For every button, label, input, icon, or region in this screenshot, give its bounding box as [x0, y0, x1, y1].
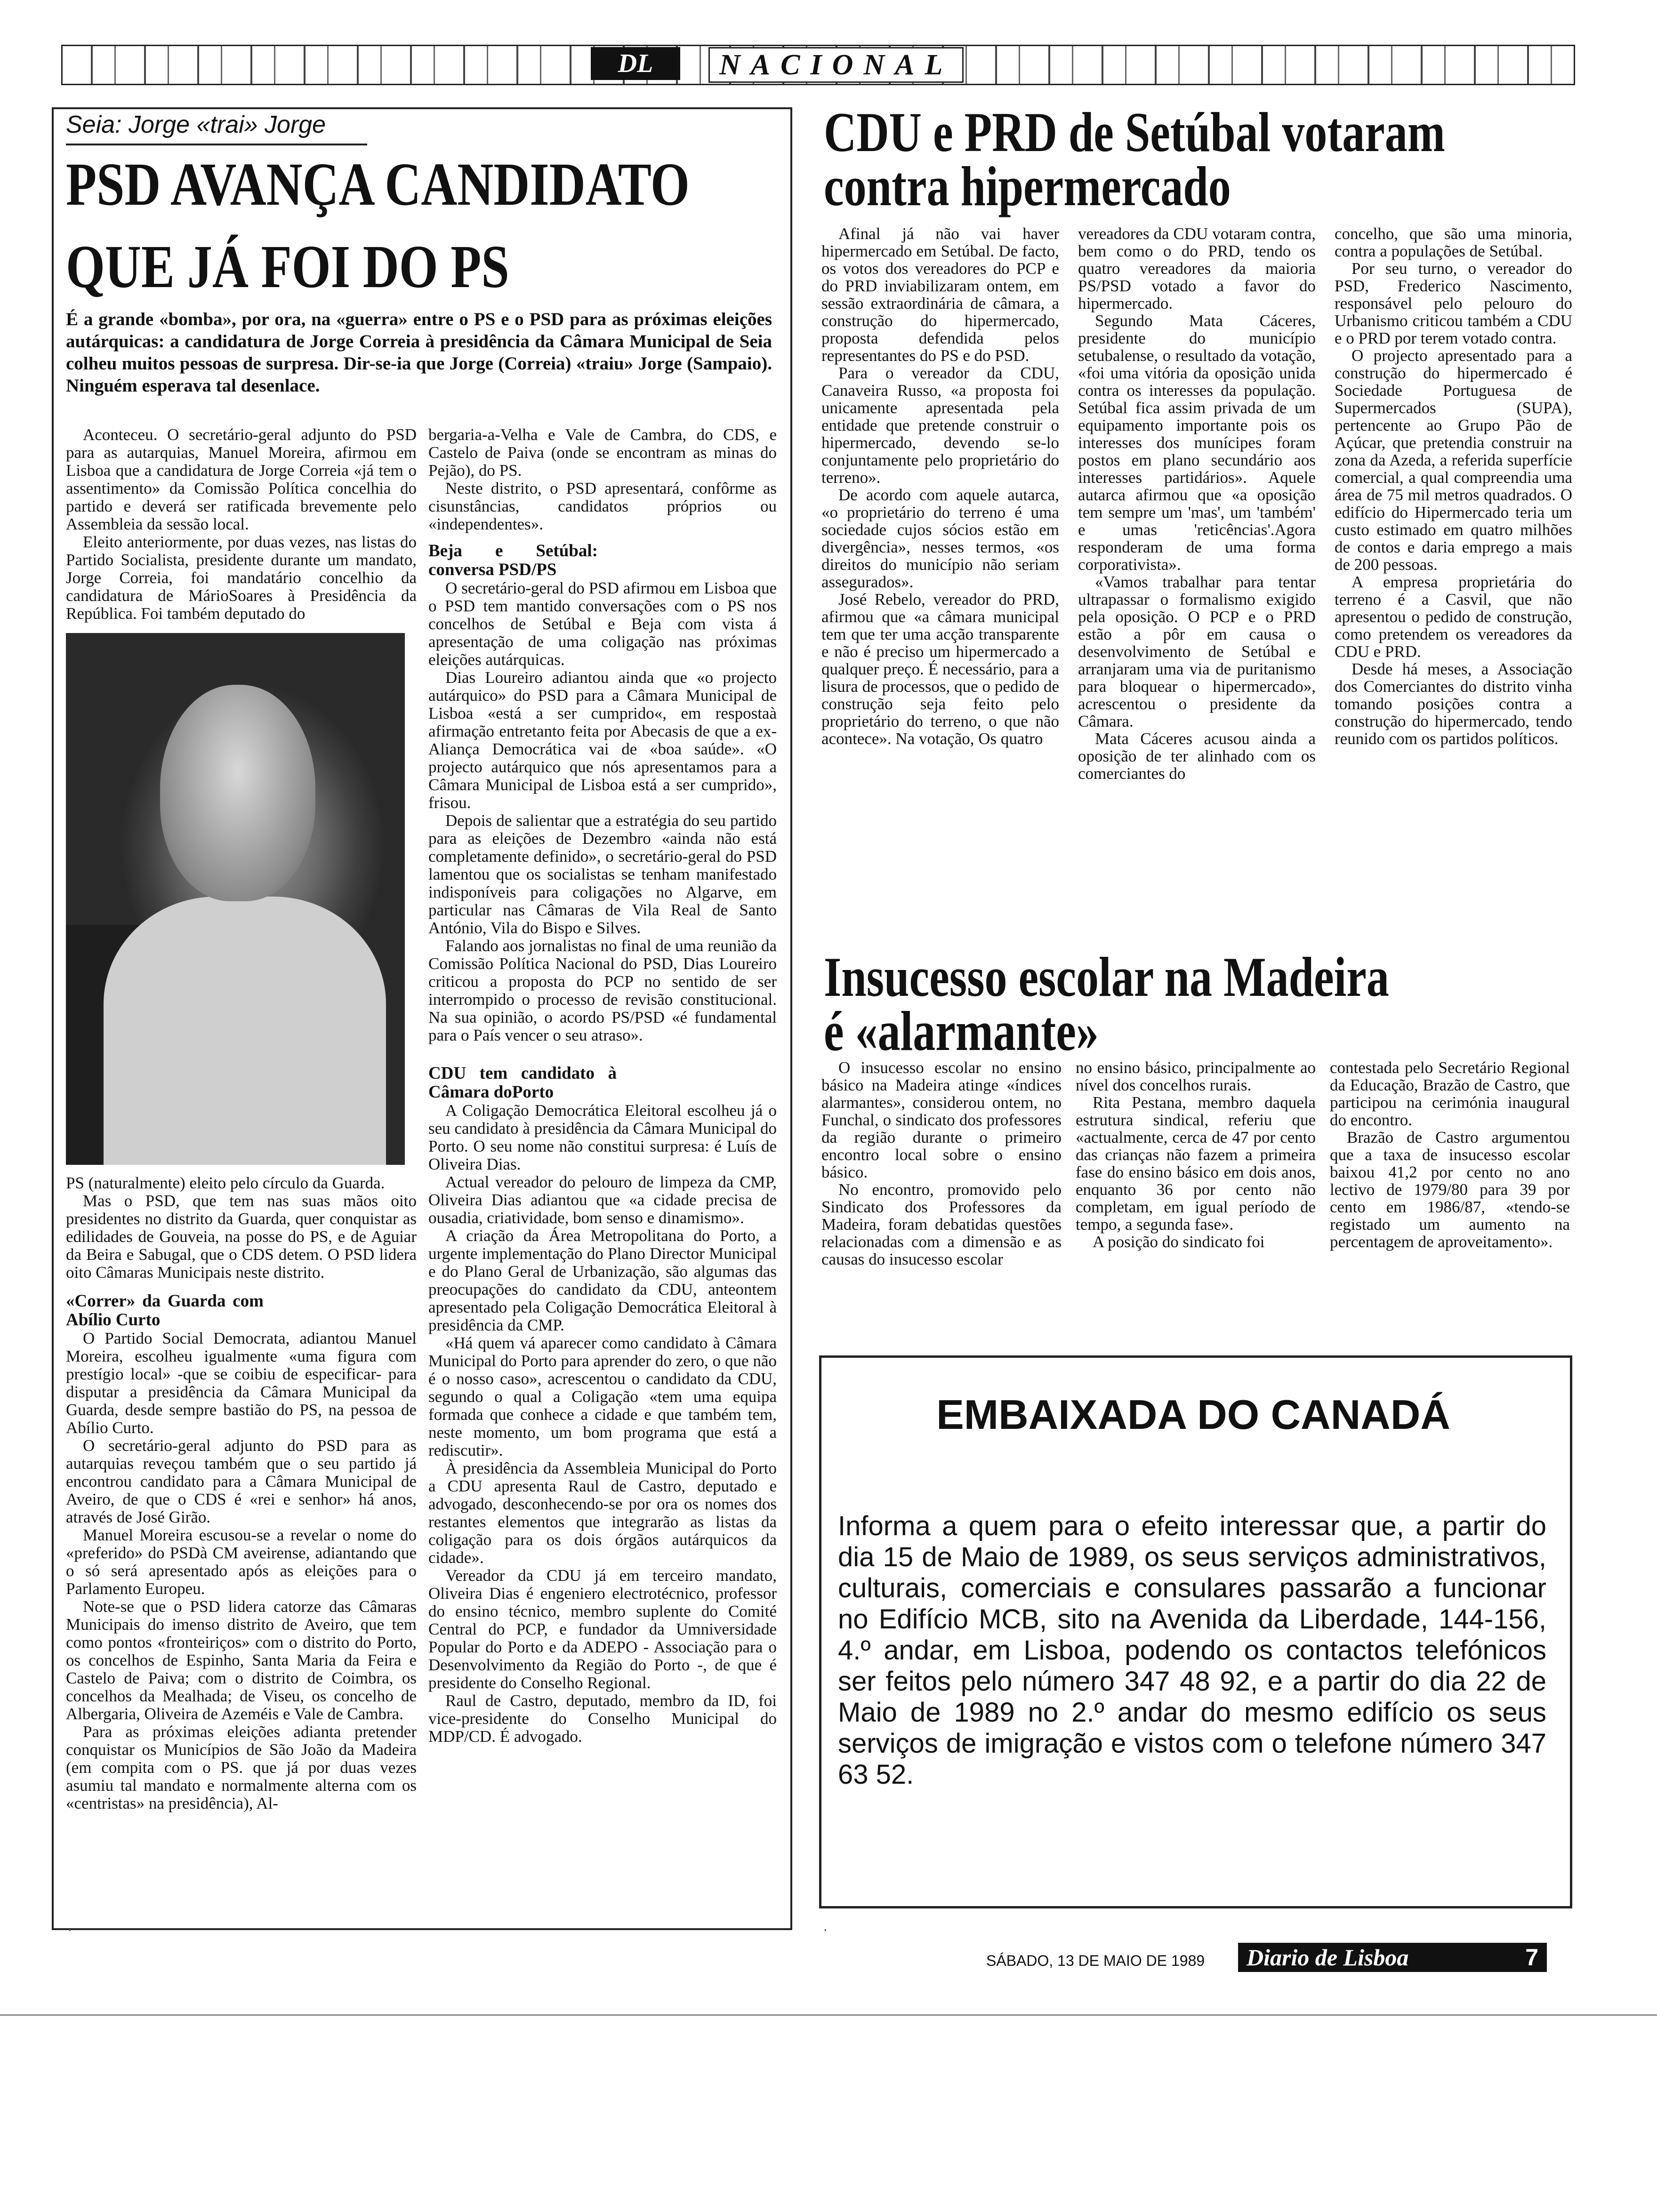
paragraph: Depois de salientar que a estratégia do seu partido para as eleições de Dezembro «ainda não está completamente definido», o secretário-geral do PSD lamentou que os socialistas se tenham manifestado indisponíveis para coligações no Algarve, em particular nas Câmaras de Vila Real de Santo António, Vila do Bispo e Silves.: [428, 811, 777, 937]
paragraph: Aconteceu. O secretário-geral adjunto do PSD para as autarquias, Manuel Moreira, afirmou em Lisboa que a candidatura de Jorge Correia «já tem o assentimento» da Comissão Política concelhia do partido e deverá ser ratificada brevemente pelo Assembleia da sessão local.: [66, 425, 417, 533]
cdu-headline-line-1: CDU e PRD de Setúbal votaram: [824, 101, 1445, 163]
paragraph: Manuel Moreira escusou-se a revelar o nome do «preferido» do PSDà CM aveirense, adiantando que o só será apresentado após as eleições para o Parlamento Europeu.: [66, 1526, 417, 1598]
bleed-through-text: .: [66, 1925, 77, 1940]
footer-date: SÁBADO, 13 DE MAIO DE 1989: [986, 1952, 1205, 1969]
paragraph: bergaria-a-Velha e Vale de Cambra, do CDS, e Castelo de Paiva (onde se encontram as minas do Pejão), do PS.: [428, 425, 777, 480]
madeira-col3: [1330, 1059, 1570, 1250]
paragraph: O projecto apresentado para a construção do hipermercado é Sociedade Portuguesa de Supermercados (SUPA), pertencente ao Grupo Pão de Açúcar, que pretendia construir na zona da Azeda, a referida superfície comercial, a qual compreendia uma área de 75 mil metros quadrados. O edifício do Hipermercado teria um custo estimado em quatro milhões de contos e daria emprego a mais de 200 pessoas.: [1335, 346, 1572, 574]
subheading-beja: Beja e Setúbal: conversa PSD/PS: [428, 541, 598, 579]
paragraph: A posição do sindicato foi: [1093, 1233, 1265, 1251]
paragraph: A Coligação Democrática Eleitoral escolheu já o seu candidato à presidência da Câmara Municipal do Porto. O seu nome não constitui surpresa: é Luís de Oliveira Dias.: [428, 1101, 777, 1173]
paragraph: Neste distrito, o PSD apresentará, confôrme as cisunstâncias, candidatos próprios ou «independentes».: [428, 479, 777, 533]
paragraph: Note-se que o PSD lidera catorze das Câmaras Municipais do imenso distrito de Aveiro, que tem como pontos «fronteiriços» com o distrito do Porto, os concelhos de Espinho, Santa Maria da Feira e Castelo de Paiva; com o distrito de Coimbra, os concelhos da Mealhada; de Viseu, os concelho de Albergaria, Oliveira de Azeméis e Vale de Cambra.: [66, 1597, 417, 1723]
left-col1-top: [66, 426, 417, 623]
madeira-col1: [821, 1059, 1062, 1268]
paragraph: De acordo com aquele autarca, «o proprietário do terreno é uma sociedade cujos sócios estão em divergência», nesses termos, «os direitos do município não seriam assegurados».: [821, 486, 1059, 591]
section-label: NACIONAL: [708, 47, 964, 83]
left-col2: [428, 426, 777, 1746]
subheading-porto: CDU tem candidato à Câmara doPorto: [428, 1064, 617, 1102]
cdu-col2: [1078, 225, 1316, 782]
madeira-headline-line-1: Insucesso escolar na Madeira: [824, 946, 1389, 1008]
article-lede: É a grande «bomba», por ora, na «guerra» entre o PS e o PSD para as próximas eleições autárquicas: a candidatura de Jorge Correia à presidência da Câmara Municipal de Seia colheu muitos pessoas de surpresa. Dir-se-ia que Jorge (Correia) «traiu» Jorge (Sampaio). Ninguém esperava tal desenlace.: [66, 309, 772, 396]
paragraph: No encontro, promovido pelo Sindicato dos Professores da Madeira, foram debatidas questões relacionadas com a dimensão e as causas do insucesso escolar: [821, 1180, 1062, 1268]
newspaper-logo: DL: [591, 47, 680, 80]
paragraph: Para o vereador da CDU, Canaveira Russo, «a proposta foi unicamente apresentada pela entidade que pretende construir o hipermercado, devendo se-lo conjuntamente pelo proprietário do terreno».: [821, 364, 1059, 487]
paragraph: O Partido Social Democrata, adiantou Manuel Moreira, escolheu igualmente «uma figura com prestígio local» -que se coibiu de especificar- para disputar a presidência da Câmara Municipal da Guarda, desde sempre bastião do PS, na pessoa de Abílio Curto.: [66, 1329, 417, 1437]
paragraph: «Há quem vá aparecer como candidato à Câmara Municipal do Porto para aprender do zero, o que não é o nosso caso», acrescentou o candidato da CDU, segundo o qual a Coligação «tem uma equipa formada que conhece a cidade e que também tem, neste momento, um bom programa que está a rediscutir».: [428, 1334, 777, 1459]
headline-line-2: QUE JÁ FOI DO PS: [66, 233, 509, 301]
paragraph: O secretário-geral do PSD afirmou em Lisboa que o PSD tem mantido conversações com o PS nos concelhos de Setúbal e Beja com vista á apresentação de uma coligação nas próximas eleições autárquicas.: [428, 579, 777, 669]
footer-logo-text: Diario de Lisboa: [1247, 1944, 1409, 1971]
paragraph: A empresa proprietária do terreno é a Casvil, que não apresentou o pedido de construção, como pretendem os vereadores da CDU e PRD.: [1335, 573, 1572, 661]
cdu-col3: [1335, 225, 1572, 747]
paragraph: José Rebelo, vereador do PRD, afirmou que «a câmara municipal tem que ter uma acção transparente e não é preciso um hipermercado a qualquer preço. É necessário, para a lisura de processos, que o pedido de construção seja feito pelo proprietário do terreno, o que não acontece». Na votação, Os quatro: [821, 590, 1059, 748]
paragraph: Rita Pestana, membro daquela estrutura sindical, referiu que «actualmente, cerca de 47 por cento das crianças não fazem a primeira fase do ensino básico em dois anos, enquanto 36 por cento não completam, em igual período de tempo, a segunda fase».: [1076, 1093, 1316, 1234]
paragraph: O secretário-geral adjunto do PSD para as autarquias reveçou também que o seu partido já encontrou candidato para a Câmara Municipal de Aveiro, de que o CDS é «rei e senhor» há anos, através de José Girão.: [66, 1436, 417, 1526]
paragraph: Vereador da CDU já em terceiro mandato, Oliveira Dias é engeniero electrotécnico, professor do ensino técnico, membro suplente do Comité Central do PCP, e fundador da Umniversidade Popular do Porto e da ADEPO - Associação para o Desenvolvimento da Região do Porto -, de que é presidente do Conselho Regional.: [428, 1566, 777, 1692]
paragraph: no ensino básico, principalmente ao nível dos concelhos rurais.: [1076, 1058, 1316, 1094]
headline-line-1: PSD AVANÇA CANDIDATO: [66, 151, 690, 218]
paragraph: vereadores da CDU votaram contra, bem como o do PRD, tendo os quatro vereadores da maioria PS/PSD votado a favor do hipermercado.: [1078, 224, 1316, 313]
paragraph: Por seu turno, o vereador do PSD, Frederico Nascimento, responsável pelo pelouro do Urbanismo criticou também a CDU e o PRD por terem votado contra.: [1335, 259, 1572, 347]
paragraph: PS (naturalmente) eleito pelo círculo da Guarda.: [66, 1174, 385, 1192]
paragraph: Segundo Mata Cáceres, presidente do município setubalense, o resultado da votação, «foi uma vitória da oposição unida contra os interesses da população. Setúbal fica assim privada de um equipamento importante pois os interesses dos munícipes foram postos em plano secundário aos interesses partidários». Aquele autarca afirmou que «a oposição tem sempre um 'mas', um 'também' e umas 'reticências'.Agora responderam de uma forma corporativista».: [1078, 312, 1316, 574]
candidate-photo: [66, 633, 405, 1165]
paragraph: contestada pelo Secretário Regional da Educação, Brazão de Castro, que participou na cerimónia inaugural do encontro.: [1330, 1058, 1570, 1129]
paragraph: Dias Loureiro adiantou ainda que «o projecto autárquico» do PSD para a Câmara Municipal de Lisboa «está a ser cumprido«, em respostaà afirmação entretanto feita por Abecasis de que a ex-Aliança Democrática vai de «boa saúde». «O projecto autárquico que nós apresentamos para a Câmara Municipal de Lisboa está a ser cumprido», frisou.: [428, 668, 777, 812]
ad-title: EMBAIXADA DO CANADÁ: [936, 1391, 1450, 1438]
paragraph: Mas o PSD, que tem nas suas mãos oito presidentes no distrito da Guarda, quer conquistar as edilidades de Gouveia, na posse do PS, e de Aguiar da Beira e Sabugal, que o CDS detem. O PSD lidera oito Câmaras Municipais neste distrito.: [66, 1192, 417, 1282]
paragraph: Falando aos jornalistas no final de uma reunião da Comissão Política Nacional do PSD, Dias Loureiro criticou a proposta do PCP no sentido de ser interrompido o processo de revisão constitucional. Na sua opinião, o acordo PS/PSD «é fundamental para o País vencer o seu atraso».: [428, 937, 777, 1044]
paragraph: Eleito anteriormente, por duas vezes, nas listas do Partido Socialista, presidente durante um mandato, Jorge Correia, foi mandatário concelhio da candidatura de MárioSoares à Presidência da República. Foi também deputado do: [66, 533, 417, 623]
paragraph: Mata Cáceres acusou ainda a oposição de ter alinhado com os comerciantes do: [1078, 729, 1316, 783]
subheading-guarda: «Correr» da Guarda com Abílio Curto: [66, 1291, 264, 1330]
paragraph: «Vamos trabalhar para tentar ultrapassar o formalismo exigido pela oposição. O PCP e o PRD estão a pôr em causa o desenvolvimento de Setúbal e arranjaram uma via de puritanismo para bloquear o hipermercado», acrescentou o presidente da Câmara.: [1078, 573, 1316, 730]
paragraph: Para as próximas eleições adianta pretender conquistar os Municípios de São João da Madeira (em compita com o PS. que já por duas vezes asumiu tal mandato e normalmente alterna com os «centristas» na presidência), Al-: [66, 1723, 417, 1812]
paragraph: concelho, que são uma minoria, contra a populações de Setúbal.: [1335, 224, 1572, 260]
footer-newspaper-logo: [1238, 1943, 1547, 1972]
paragraph: Raul de Castro, deputado, membro da ID, foi vice-presidente do Conselho Municipal do MDP/CD. É advogado.: [428, 1691, 777, 1746]
madeira-headline-line-2: é «alarmante»: [824, 1000, 1099, 1062]
page-number: 7: [1525, 1944, 1538, 1971]
ad-body: Informa a quem para o efeito interessar que, a partir do dia 15 de Maio de 1989, os seus serviços administrativos, culturais, comerciais e consulares passarão a funcionar no Edifício MCB, sito na Avenida da Liberdade, 144-156, 4.º andar, em Lisboa, podendo os contactos telefónicos ser feitos pelo número 347 48 92, e a partir do dia 22 de Maio de 1989 no 2.º andar do mesmo edifício os seus serviços de imigração e vistos com o telefone número 347 63 52.: [838, 1511, 1546, 1790]
page-rule: [0, 2014, 1657, 2016]
kicker-underline: [66, 144, 367, 145]
paragraph: A criação da Área Metropolitana do Porto, a urgente implementação do Plano Director Municipal e do Plano Geral de Urbanização, são algumas das preocupações do candidato da CDU, anteontem apresentado pela Coligação Democrática Eleitoral à presidência da CMP.: [428, 1226, 777, 1334]
cdu-col1: [821, 225, 1059, 747]
madeira-col2: [1076, 1059, 1316, 1250]
paragraph: O insucesso escolar no ensino básico na Madeira atinge «índices alarmantes», considerou ontem, no Funchal, o sindicato dos professores da região durante o primeiro encontro local sobre o ensino básico.: [821, 1058, 1062, 1181]
paragraph: Desde há meses, a Associação dos Comerciantes do distrito vinha tomando posições contra a construção do hipermercado, tendo reunido com os partidos políticos.: [1335, 660, 1572, 748]
article-kicker: Seia: Jorge «trai» Jorge: [66, 111, 326, 138]
paragraph: Actual vereador do pelouro de limpeza da CMP, Oliveira Dias adiantou que «a cidade precisa de ousadia, criatividade, bom senso e dinamismo».: [428, 1173, 777, 1227]
paragraph: Brazão de Castro argumentou que a taxa de insucesso escolar baixou 41,2 por cento no ano lectivo de 1979/80 para 39 por cento em 1986/87, «tendo-se registado um aumento na percentagem de aproveitamento».: [1330, 1128, 1570, 1251]
bleed-through-text: .: [821, 1925, 832, 1940]
paragraph: Afinal já não vai haver hipermercado em Setúbal. De facto, os votos dos vereadores do PCP e do PRD inviabilizaram ontem, em sessão extraordinária de câmara, a construção do hipermercado, proposta defendida pelos representantes do PS e do PSD.: [821, 224, 1059, 365]
cdu-headline-line-2: contra hipermercado: [824, 155, 1231, 217]
paragraph: À presidência da Assembleia Municipal do Porto a CDU apresenta Raul de Castro, deputado e advogado, desconhecendo-se por ora os nomes dos restantes elementos que integrarão as listas da coligação para os dois órgãos autárquicos da cidade».: [428, 1459, 777, 1567]
left-col1-bottom: [66, 1174, 417, 1812]
